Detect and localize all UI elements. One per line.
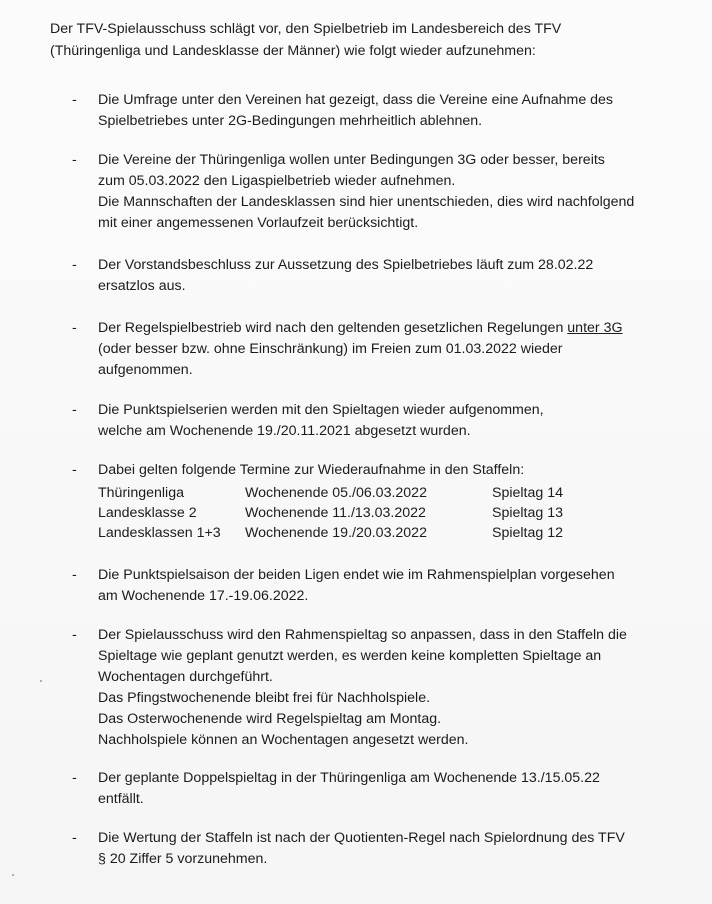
item-line: § 20 Ziffer 5 vorzunehmen. [98,851,268,867]
bullet-dash: - [72,830,77,846]
item-line: entfällt. [98,791,144,807]
bullet-dash: - [72,152,77,168]
item-line: Die Wertung der Staffeln ist nach der Quotienten-Regel nach Spielordnung des TFV [98,830,625,846]
list-item [72,255,692,297]
list-item [72,565,692,607]
item-line: Spieltage wie geplant genutzt werden, es werden keine kompletten Spieltage an [98,648,602,664]
bullet-dash: - [72,462,77,478]
list-item [72,400,692,442]
item-line: Nachholspiele können an Wochentagen angesetzt werden. [98,732,469,748]
schedule-table [98,483,692,543]
item-line: aufgenommen. [98,362,193,378]
matchday-cell: Spieltag 12 [492,525,563,541]
bullet-dash: - [72,627,77,643]
list-item [72,90,692,132]
item-line: am Wochenende 17.-19.06.2022. [98,588,309,604]
bullet-dash: - [72,770,77,786]
list-item [72,828,692,870]
underlined-text: unter 3G [567,320,623,336]
league-cell: Landesklassen 1+3 [98,525,221,541]
bullet-dash: - [72,320,77,336]
item-line: Die Punktspielserien werden mit den Spieltagen wieder aufgenommen, [98,402,544,418]
weekend-cell: Wochenende 11./13.03.2022 [245,505,426,521]
scan-speck [40,680,42,682]
league-cell: Landesklasse 2 [98,505,197,521]
intro-paragraph [50,18,670,62]
item-line: (oder besser bzw. ohne Einschränkung) im Freien zum 01.03.2022 wieder [98,341,563,357]
list-item [72,460,692,543]
item-line: mit einer angemessenen Vorlaufzeit berücksichtigt. [98,215,419,231]
item-line: Das Osterwochenende wird Regelspieltag am Montag. [98,711,442,727]
item-line: ersatzlos aus. [98,278,186,294]
list-item [72,625,692,751]
intro-line: Der TFV-Spielausschuss schlägt vor, den Spielbetrieb im Landesbereich des TFV [50,21,562,37]
item-line: zum 05.03.2022 den Ligaspielbetrieb wieder aufnehmen. [98,173,456,189]
league-cell: Thüringenliga [98,485,184,501]
item-line: Die Vereine der Thüringenliga wollen unter Bedingungen 3G oder besser, bereits [98,152,605,168]
bullet-dash: - [72,402,77,418]
item-line: Die Mannschaften der Landesklassen sind hier unentschieden, dies wird nachfolgend [98,194,635,210]
bullet-dash: - [72,92,77,108]
item-line: Der geplante Doppelspieltag in der Thüringenliga am Wochenende 13./15.05.22 [98,770,600,786]
table-row [98,483,692,503]
list-item [72,768,692,810]
scan-speck [12,874,14,876]
list-item [72,150,692,234]
bullet-dash: - [72,567,77,583]
item-line-text: Der Regelspielbestrieb wird nach den geltenden gesetzlichen Regelungen [98,320,568,336]
weekend-cell: Wochenende 05./06.03.2022 [245,485,427,501]
bullet-dash: - [72,257,77,273]
list-item [72,318,692,381]
item-line: Die Punktspielsaison der beiden Ligen endet wie im Rahmenspielplan vorgesehen [98,567,615,583]
intro-line: (Thüringenliga und Landesklasse der Männer) wie folgt wieder aufzunehmen: [50,43,536,59]
weekend-cell: Wochenende 19./20.03.2022 [245,525,427,541]
item-line: Dabei gelten folgende Termine zur Wiederaufnahme in den Staffeln: [98,462,525,478]
item-line: Spielbetriebes unter 2G-Bedingungen mehrheitlich ablehnen. [98,113,483,129]
matchday-cell: Spieltag 13 [492,505,563,521]
matchday-cell: Spieltag 14 [492,485,563,501]
item-line: Wochentagen durchgeführt. [98,669,273,685]
table-row [98,503,692,523]
item-line: Der Vorstandsbeschluss zur Aussetzung des Spielbetriebes läuft zum 28.02.22 [98,257,594,273]
item-line: Der Spielausschuss wird den Rahmenspieltag so anpassen, dass in den Staffeln die [98,627,627,643]
table-row [98,523,692,543]
item-line [98,318,692,339]
item-line: welche am Wochenende 19./20.11.2021 abgesetzt wurden. [98,423,471,439]
item-line: Das Pfingstwochenende bleibt frei für Nachholspiele. [98,690,431,706]
item-line: Die Umfrage unter den Vereinen hat gezeigt, dass die Vereine eine Aufnahme des [98,92,614,108]
